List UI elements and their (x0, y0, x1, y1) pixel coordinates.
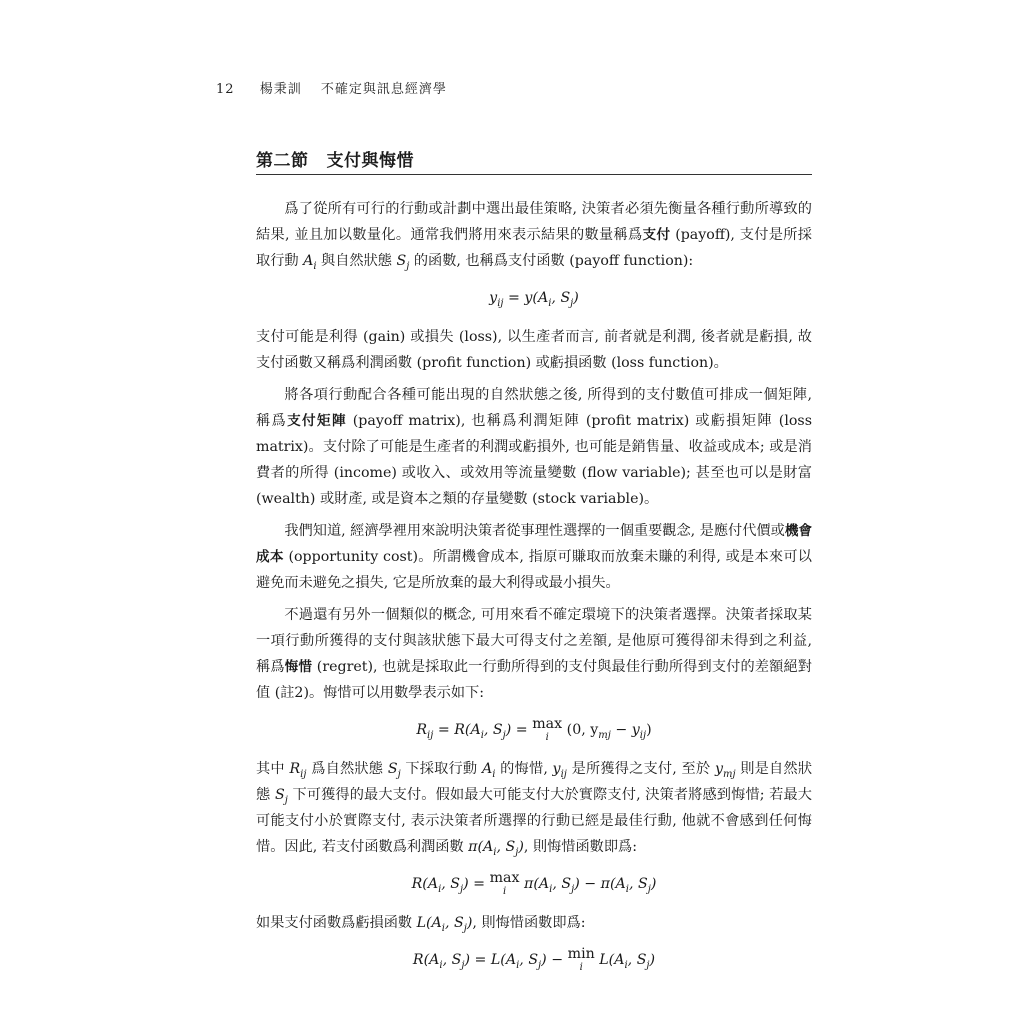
equation-regret-profit: $R(A_i$, $S_j) = \max$ i $\pi(A_i$, $S_j) - \pi(A_i$, $S_j$) (411, 870, 657, 897)
section-heading (256, 146, 812, 175)
body-text (256, 196, 812, 986)
keyword-regret: 悔惜 (284, 659, 313, 675)
paragraph-2: 支付可能是利得 (gain) 或損失 (loss), 以生產者而言, 前者就是利潤, 後者就是虧損, 故支付函數又稱爲利潤函數 (profit function) 或虧損函數 (loss function)。 (256, 329, 812, 371)
keyword-payoff-matrix: 支付矩陣 (287, 413, 347, 429)
section-title: 支付與悔惜 (326, 151, 414, 171)
equation-regret-loss: $R(A_i$, $S_j) = L(A_i$, $S_j) - \min$ i $L(A_i$, $S_j$) (412, 946, 656, 973)
keyword-opportunity-cost: 機會成本 (256, 523, 812, 565)
paragraph-4: 我們知道, 經濟學裡用來說明決策者從事理性選擇的一個重要觀念, 是應付代價或機會成本 (opportunity cost)。所謂機會成本, 指原可賺取而放棄未賺的利得, 或是本來可以避免而未避免之損失, 它是所放棄的最大利得或最小損失。 (256, 523, 812, 591)
section-number: 第二節 (256, 151, 309, 171)
paragraph-1: 爲了從所有可行的行動或計劃中選出最佳策略, 決策者必須先衡量各種行動所導致的結果, 並且加以數量化。通常我們將用來表示結果的數量稱爲支付 (payoff), 支付是所採取行動 $A_i$ 與自然狀態 $S_j$ 的函數, 也稱爲支付函數 (payoff function): (256, 201, 812, 272)
page-number: 12 (216, 82, 235, 97)
equation-payoff: $y_{ij} = y(A_i$, $S_j$) (489, 290, 579, 309)
paragraph-3: 將各項行動配合各種可能出現的自然狀態之後, 所得到的支付數值可排成一個矩陣, 稱爲支付矩陣 (payoff matrix), 也稱爲利潤矩陣 (profit matrix) 或虧損矩陣 (loss matrix)。支付除了可能是生產者的利潤或虧損外, 也可能是銷售量、收益或成本; 或是消費者的所得 (income) 或收入、或效用等流量變數 (flow variable); 甚至也可以是財富 (wealth) 或財產, 或是資本之類的存量變數 (stock variable)。 (256, 387, 812, 507)
paragraph-7: 如果支付函數爲虧損函數 $L(A_i$, $S_j$), 則悔惜函數即爲: (256, 915, 586, 934)
paragraph-6: 其中 $R_{ij}$ 爲自然狀態 $S_j$ 下採取行動 $A_i$ 的悔惜, $y_{ij}$ 是所獲得之支付, 至於 $y_{mj}$ 則是自然狀態 $S_j$ 下可獲得的最大支付。假如最大可能支付大於實際支付, 決策者將感到悔惜; 若最大可能支付小於實際支付, 表示決策者所選擇的行動已經是最佳行動, 他就不會感到任何悔惜。因此, 若支付函數爲利潤函數 $\pi(A_i$, $S_j$), 則悔惜函數即爲: (256, 761, 813, 858)
author-name: 楊秉訓 (259, 82, 302, 97)
equation-regret: $R_{ij} = R(A_i$, $S_j) = \max$ i (0, $y_{mj} - y_{ij}$) (416, 716, 652, 743)
paragraph-5: 不過還有另外一個類似的概念, 可用來看不確定環境下的決策者選擇。決策者採取某一項行動所獲得的支付與該狀態下最大可得支付之差額, 是他原可獲得卻未得到之利益, 稱爲悔惜 (regret), 也就是採取此一行動所得到的支付與最佳行動所得到支付的差額絕對值 (註2)。悔惜可以用數學表示如下: (256, 607, 812, 701)
book-title: 不確定與訊息經濟學 (320, 82, 447, 97)
running-header (216, 78, 447, 97)
keyword-payoff: 支付 (642, 227, 671, 243)
